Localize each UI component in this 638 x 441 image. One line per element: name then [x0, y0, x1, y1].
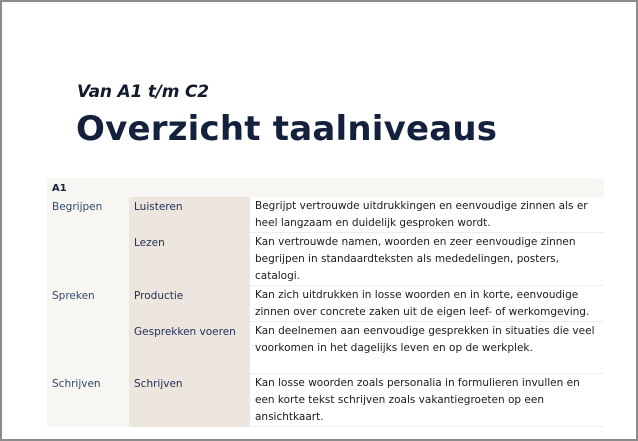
- category-spreken: Spreken: [47, 286, 129, 374]
- skill-luisteren: Luisteren: [129, 197, 250, 233]
- description-cell: Kan deelnemen aan eenvoudige gesprekken in situaties die veel voorkomen in het dagelijks leven en op de werkplek.: [250, 322, 604, 374]
- skill-schrijven: Schrijven: [129, 374, 250, 427]
- header-empty-cell: [250, 178, 604, 197]
- document-subtitle: Van A1 t/m C2: [77, 82, 209, 102]
- category-schrijven: Schrijven: [47, 374, 129, 427]
- table-row: [47, 197, 604, 233]
- description-cell: Kan vertrouwde namen, woorden en zeer eenvoudige zinnen begrijpen in standaardteksten als mededelingen, posters, catalogi.: [250, 233, 604, 286]
- skill-gesprekken-voeren: Gesprekken voeren: [129, 322, 250, 374]
- description-cell: Kan zich uitdrukken in losse woorden en in korte, eenvoudige zinnen over concrete zaken uit de eigen leef- of werkomgeving.: [250, 286, 604, 322]
- table-row: [47, 322, 604, 374]
- description-cell: Kan losse woorden zoals personalia in formulieren invullen en een korte tekst schrijven zoals vakantiegroeten op een ansichtkaart.: [250, 374, 604, 427]
- table-row: [47, 233, 604, 286]
- description-cell: Begrijpt vertrouwde uitdrukkingen en eenvoudige zinnen als er heel langzaam en duidelijk gesproken wordt.: [250, 197, 604, 233]
- table-row: [47, 374, 604, 427]
- document-title: Overzicht taalniveaus: [76, 109, 498, 149]
- table-row: [47, 286, 604, 322]
- header-empty-cell: [129, 178, 250, 197]
- skill-productie: Productie: [129, 286, 250, 322]
- level-label: A1: [47, 178, 129, 197]
- category-begrijpen: Begrijpen: [47, 197, 129, 286]
- table-header-row: [47, 178, 604, 197]
- language-levels-table: [47, 178, 604, 427]
- skill-lezen: Lezen: [129, 233, 250, 286]
